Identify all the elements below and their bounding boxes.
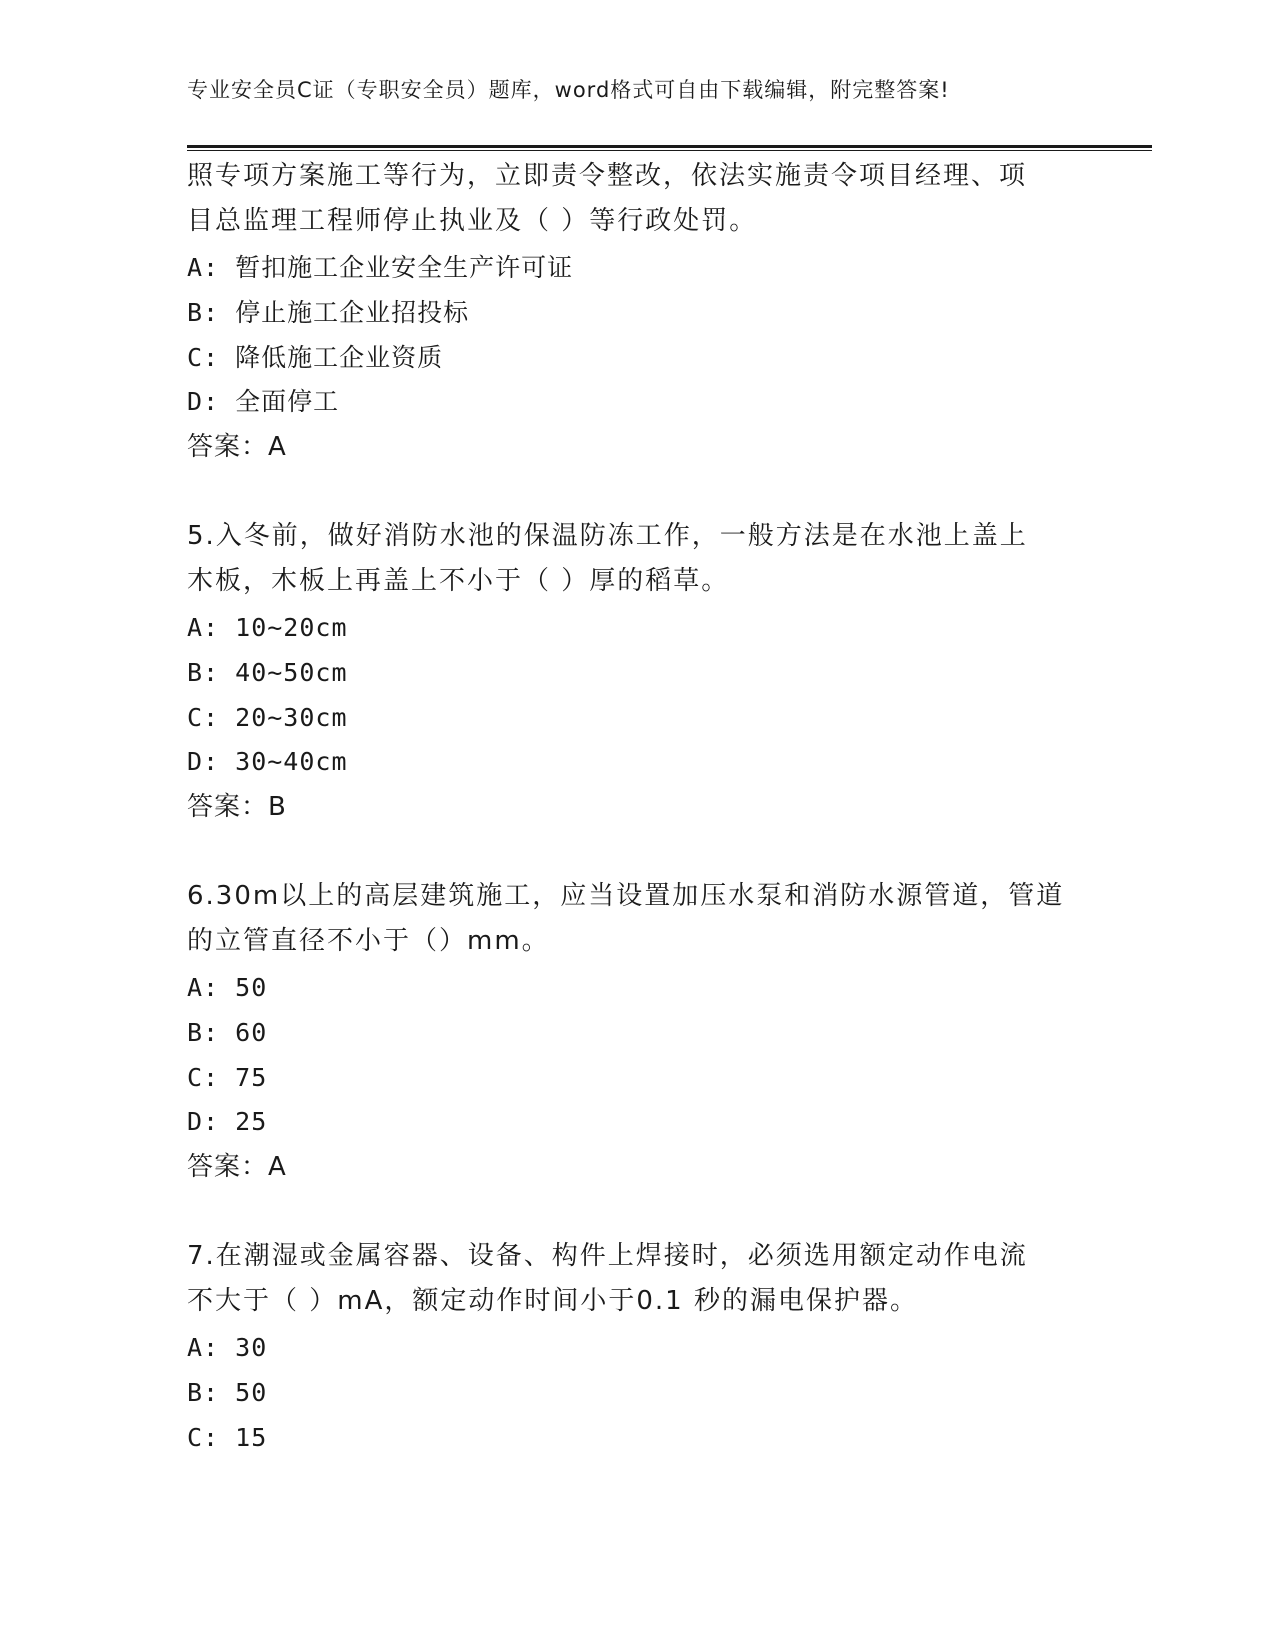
q6-option-a: A: 50 [187, 973, 268, 1002]
q5-text-line2: 木板，木板上再盖上不小于（ ）厚的稻草。 [187, 566, 730, 596]
q7-option-a: A: 30 [187, 1333, 268, 1362]
q7-text-line2: 不大于（ ）mA，额定动作时间小于0.1 秒的漏电保护器。 [187, 1286, 918, 1316]
q6-text-line2: 的立管直径不小于（）mm。 [187, 926, 550, 956]
q5-answer: 答案：B [187, 792, 287, 822]
q4-option-b: B: 停止施工企业招投标 [187, 298, 470, 327]
q6-option-b: B: 60 [187, 1018, 268, 1047]
q4-option-a: A: 暂扣施工企业安全生产许可证 [187, 253, 574, 282]
q6-option-c: C: 75 [187, 1063, 268, 1092]
q4-option-c: C: 降低施工企业资质 [187, 343, 444, 372]
q4-text-line2: 目总监理工程师停止执业及（ ）等行政处罚。 [187, 206, 758, 236]
q6-answer: 答案：A [187, 1152, 287, 1182]
q5-option-b: B: 40~50cm [187, 658, 348, 687]
q7-option-c: C: 15 [187, 1423, 268, 1452]
q7-text-line1: 7.在潮湿或金属容器、设备、构件上焊接时，必须选用额定动作电流 [187, 1241, 1028, 1271]
q6-text-line1: 6.30m以上的高层建筑施工，应当设置加压水泵和消防水源管道，管道 [187, 881, 1065, 911]
q4-answer: 答案：A [187, 432, 287, 462]
header-rule-thick [187, 145, 1152, 148]
q5-text-line1: 5.入冬前，做好消防水池的保温防冻工作，一般方法是在水池上盖上 [187, 521, 1028, 551]
q6-option-d: D: 25 [187, 1107, 268, 1136]
q4-text-line1: 照专项方案施工等行为，立即责令整改，依法实施责令项目经理、项 [187, 161, 1028, 191]
q7-option-b: B: 50 [187, 1378, 268, 1407]
header-rule-thin [187, 150, 1152, 151]
q5-option-a: A: 10~20cm [187, 613, 348, 642]
q4-option-d: D: 全面停工 [187, 387, 340, 416]
page-header-title: 专业安全员C证（专职安全员）题库，word格式可自由下载编辑，附完整答案! [187, 78, 950, 102]
q5-option-c: C: 20~30cm [187, 703, 348, 732]
q5-option-d: D: 30~40cm [187, 747, 348, 776]
